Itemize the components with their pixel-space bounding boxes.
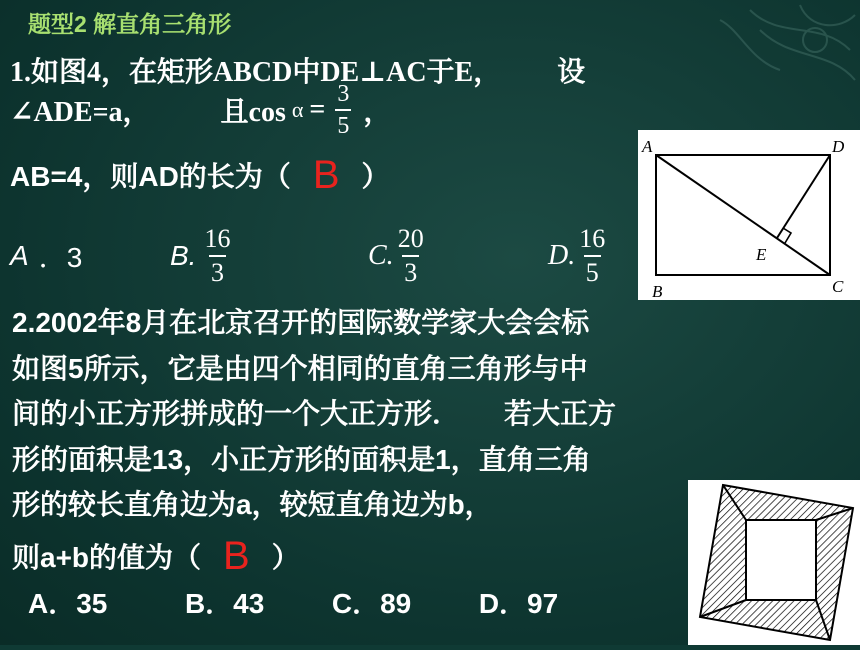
label-d: D bbox=[832, 137, 845, 156]
q1-option-b-label: B. bbox=[170, 240, 197, 271]
q1-angle-text: ∠ADE=a， bbox=[10, 97, 151, 128]
q2-option-b: B．43 bbox=[184, 588, 265, 619]
label-e: E bbox=[756, 245, 767, 264]
q2-line2: 如图5所示，它是由四个相同的直角三角形与中 bbox=[12, 352, 588, 384]
q2-answer: B bbox=[223, 533, 250, 578]
q1-question-text: AB=4，则AD的长为（ bbox=[10, 161, 291, 192]
q2-line3: 间的小正方形拼成的一个大正方形． 若大正方 bbox=[12, 398, 617, 429]
q1-comma: ， bbox=[363, 97, 392, 128]
q1-cos-denominator: 5 bbox=[335, 109, 351, 138]
label-b: B bbox=[652, 282, 663, 300]
q2-line5: 形的较长直角边为a，较短直角边为b， bbox=[12, 489, 493, 520]
q1-alpha-symbol: α bbox=[291, 97, 304, 122]
label-a: A bbox=[642, 137, 653, 156]
q1-line3 bbox=[10, 150, 390, 200]
q1-answer: B bbox=[312, 152, 340, 197]
q2-question-text: 则a+b的值为（ bbox=[12, 542, 202, 573]
q1-option-a-label: A bbox=[10, 240, 29, 271]
q1-option-d-label: D. bbox=[548, 240, 576, 271]
q1-equals: = bbox=[309, 94, 326, 125]
right-angle-mark bbox=[783, 228, 791, 243]
ornament-decoration bbox=[600, 0, 860, 120]
section-title: 题型2 解直角三角形 bbox=[28, 11, 232, 37]
q1-cos-text: 且cos bbox=[220, 97, 286, 128]
q1-option-c-fraction: $\frac{20}{3}$ bbox=[397, 224, 424, 287]
segment-de bbox=[777, 155, 830, 238]
q1-option-c-label: C. bbox=[368, 240, 394, 271]
figure-5-panel bbox=[688, 480, 860, 645]
q1-line1-text: 1.如图4，在矩形ABCD中DE⊥AC于E， bbox=[10, 57, 502, 88]
q2-line6 bbox=[12, 530, 300, 582]
q2-option-a: A．35 bbox=[28, 588, 108, 619]
q2-line4: 形的面积是13，小正方形的面积是1，直角三角 bbox=[12, 443, 591, 475]
label-c: C bbox=[832, 277, 844, 296]
q2-option-c: C．89 bbox=[331, 588, 412, 619]
q2-close-paren: ） bbox=[271, 542, 300, 573]
rectangle-diagram bbox=[638, 130, 860, 300]
q2-options bbox=[28, 582, 558, 622]
figure-4-panel bbox=[638, 130, 860, 300]
q1-close-paren: ） bbox=[361, 161, 390, 192]
q2-line1: 2.2002年8月在北京召开的国际数学家大会会标 bbox=[12, 307, 590, 338]
q2-option-d: D．97 bbox=[478, 588, 559, 619]
q1-option-b-fraction: $\frac{16}{3}$ bbox=[204, 224, 231, 287]
q1-line2 bbox=[10, 77, 391, 143]
q1-cos-numerator: 3 bbox=[337, 81, 350, 107]
q1-option-d-fraction: $\frac{16}{5}$ bbox=[579, 224, 606, 287]
q2-text bbox=[12, 300, 616, 528]
q1-cos-fraction bbox=[335, 82, 351, 138]
q1-line1-suffix: 设 bbox=[557, 57, 586, 88]
q1-option-a-value: ．3 bbox=[38, 242, 83, 273]
q1-option-d bbox=[548, 215, 607, 297]
q1-option-c bbox=[368, 215, 426, 297]
diagonal-ac bbox=[656, 155, 830, 275]
q1-options bbox=[10, 215, 82, 297]
q1-option-b bbox=[170, 215, 232, 297]
square-diagram bbox=[688, 480, 860, 645]
inner-square bbox=[746, 520, 816, 600]
